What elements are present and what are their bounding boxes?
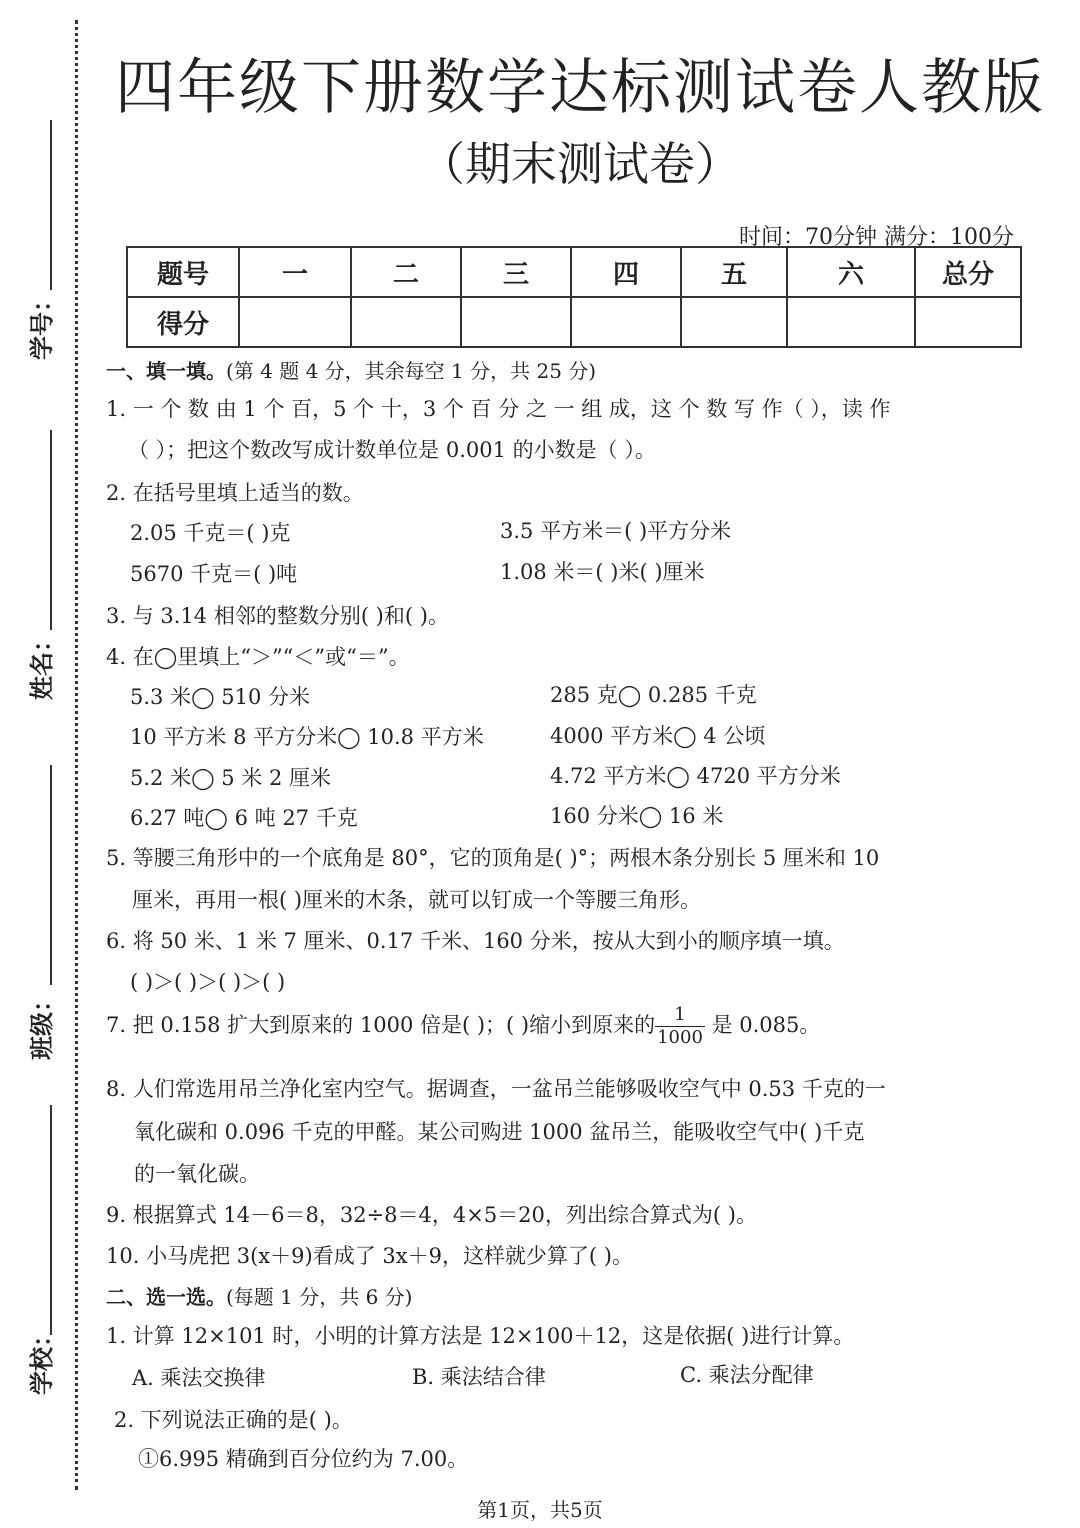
score-cell[interactable]	[461, 297, 571, 347]
score-cell[interactable]	[351, 297, 461, 347]
score-cell[interactable]	[681, 297, 787, 347]
score-row-label: 得分	[127, 297, 239, 347]
choice-question-2: 2. 下列说法正确的是( )。	[114, 1408, 353, 1432]
question-4-item-d: 4000 平方米◯ 4 公顷	[550, 724, 766, 748]
score-table	[126, 246, 1022, 348]
score-cell[interactable]	[571, 297, 681, 347]
time-info: 时间：70分钟 满分：100分	[739, 225, 1014, 250]
question-1-line-2: （ ）；把这个数改写成计数单位是 0.001 的小数是（ ）。	[128, 438, 656, 462]
score-table-header-row	[127, 247, 1021, 297]
question-7-part-1: 7. 把 0.158 扩大到原来的 1000 倍是( )；( )缩小到原来的	[106, 1013, 656, 1037]
choice-question-1: 1. 计算 12×101 时，小明的计算方法是 12×100＋12，这是依据( )进行计算。	[106, 1324, 855, 1348]
choice-option-a: A. 乘法交换律	[132, 1366, 266, 1390]
fraction-one-thousandth	[655, 1004, 705, 1049]
fraction-denominator: 1000	[657, 1027, 703, 1048]
question-4-item-a: 5.3 米◯ 510 分米	[130, 685, 311, 709]
question-4: 4. 在◯里填上“＞”“＜”或“＝”。	[106, 645, 410, 669]
choice-question-2-statement-1: ①6.995 精确到百分位约为 7.00。	[138, 1447, 469, 1471]
header-cell-question-number: 题号	[127, 247, 239, 297]
question-3: 3. 与 3.14 相邻的整数分别( )和( )。	[106, 604, 449, 628]
choice-option-c: C. 乘法分配律	[680, 1363, 814, 1387]
section-2-heading	[106, 1281, 412, 1310]
header-cell-6: 六	[787, 247, 915, 297]
section-1-title: 一、填一填。	[106, 359, 226, 383]
section-1-heading	[106, 355, 596, 384]
question-5-line-1: 5. 等腰三角形中的一个底角是 80°，它的顶角是( )°；两根木条分别长 5 厘米和 10	[106, 846, 880, 870]
header-cell-5: 五	[681, 247, 787, 297]
section-2-title: 二、选一选。	[106, 1285, 226, 1309]
question-8-line-2: 氧化碳和 0.096 千克的甲醛。某公司购进 1000 盆吊兰，能吸收空气中( )千克	[134, 1120, 865, 1144]
question-10: 10. 小马虎把 3(x＋9)看成了 3x＋9，这样就少算了( )。	[106, 1244, 633, 1268]
school-label: 学校：	[28, 1323, 56, 1395]
header-cell-1: 一	[239, 247, 351, 297]
class-label: 班级：	[28, 988, 56, 1060]
header-cell-3: 三	[461, 247, 571, 297]
question-1-line-1: 1. 一 个 数 由 1 个 百，5 个 十，3 个 百 分 之 一 组 成，这 个 数 写 作（ ），读 作	[106, 397, 891, 421]
score-table-score-row	[127, 297, 1021, 347]
question-2-item-b: 3.5 平方米＝( )平方分米	[500, 519, 732, 543]
choice-option-b: B. 乘法结合律	[412, 1365, 546, 1389]
question-8-line-1: 8. 人们常选用吊兰净化室内空气。据调查，一盆吊兰能够吸收空气中 0.53 千克的一	[106, 1077, 886, 1101]
question-6-line-1: 6. 将 50 米、1 米 7 厘米、0.17 千米、160 分米，按从大到小的顺序填一填。	[106, 929, 845, 953]
fraction-numerator: 1	[655, 1004, 705, 1027]
class-blank-line	[50, 765, 52, 985]
question-7-part-2: 是 0.085。	[704, 1013, 821, 1037]
page-subtitle: （期末测试卷）	[419, 137, 741, 191]
section-2-note: (每题 1 分，共 6 分)	[226, 1285, 413, 1309]
name-blank-line	[50, 430, 52, 630]
question-4-item-e: 5.2 米◯ 5 米 2 厘米	[130, 766, 331, 790]
header-cell-4: 四	[571, 247, 681, 297]
question-6-line-2: ( )＞( )＞( )＞( )	[130, 970, 286, 994]
score-cell[interactable]	[915, 297, 1021, 347]
question-8-line-3: 的一氧化碳。	[134, 1162, 260, 1186]
question-2-item-c: 5670 千克＝( )吨	[130, 562, 298, 586]
name-label: 姓名：	[28, 628, 56, 700]
score-cell[interactable]	[239, 297, 351, 347]
question-4-item-f: 4.72 平方米◯ 4720 平方分米	[550, 764, 841, 788]
question-4-item-c: 10 平方米 8 平方分米◯ 10.8 平方米	[130, 725, 484, 749]
student-id-label: 学号：	[28, 288, 56, 360]
question-5-line-2: 厘米，再用一根( )厘米的木条，就可以钉成一个等腰三角形。	[132, 888, 702, 912]
header-cell-total: 总分	[915, 247, 1021, 297]
score-cell[interactable]	[787, 297, 915, 347]
question-2-item-d: 1.08 米＝( )米( )厘米	[500, 560, 705, 584]
question-4-item-g: 6.27 吨◯ 6 吨 27 千克	[130, 806, 358, 830]
section-1-note: (第 4 题 4 分，其余每空 1 分，共 25 分)	[226, 359, 597, 383]
page-title: 四年级下册数学达标测试卷人教版	[115, 53, 1045, 123]
question-2: 2. 在括号里填上适当的数。	[106, 481, 364, 505]
header-cell-2: 二	[351, 247, 461, 297]
school-blank-line	[50, 1105, 52, 1335]
question-7	[106, 1004, 820, 1049]
question-9: 9. 根据算式 14－6＝8，32÷8＝4，4×5＝20，列出综合算式为( )。	[106, 1203, 757, 1227]
binding-dotted-line	[75, 20, 78, 1490]
question-4-item-h: 160 分米◯ 16 米	[550, 804, 724, 828]
page-number: 第1页，共5页	[477, 1498, 603, 1522]
question-4-item-b: 285 克◯ 0.285 千克	[550, 683, 757, 707]
question-2-item-a: 2.05 千克＝( )克	[130, 521, 291, 545]
